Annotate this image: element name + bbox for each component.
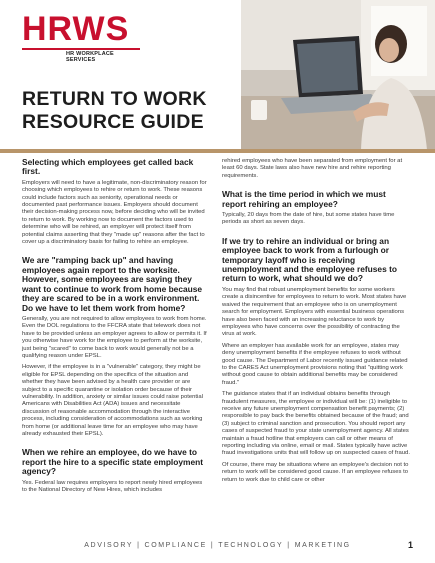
person-laptop-image: [241, 0, 435, 150]
right-column: [222, 158, 412, 488]
paragraph: Yes. Federal law requires employers to report newly hired employees to the National Directory of New Hires, which includes: [22, 479, 203, 494]
section-heading: We are "ramping back up" and having employees again report to the worksite. However, some employees are saying they want to continue to work from home because they are scared to be in a work environment. Do we have to let them work from home?: [22, 255, 203, 313]
left-column: [22, 158, 208, 498]
footer-item: ADVISORY: [84, 542, 134, 549]
section-heading: Selecting which employees get called back first.: [22, 157, 194, 177]
paragraph: Of course, there may be situations where an employee's decision not to return to work will be considered good cause. If an employee refuses to return to work due to child care or other: [222, 461, 409, 483]
footer-item: TECHNOLOGY: [218, 542, 284, 549]
footer-separator: |: [137, 542, 141, 549]
header-divider: [0, 149, 435, 153]
section-heading: What is the time period in which we must report rehiring an employee?: [222, 189, 386, 209]
footer-tagline: [0, 542, 435, 549]
section-heading: When we rehire an employee, do we have to report the hire to a specific state employment agency?: [22, 447, 204, 477]
paragraph: The guidance states that if an individual obtains benefits through fraudulent measures, the employee or individual will be: (1) ineligible to receive any future unemployment compensation benefit payments; (2) responsible to pay back the benefits obtained because of the fraud; and (3) subject to criminal sanction and prosecution. You should report any cases of suspected fraud to your state unemployment agency. All states maintain a fraud hotline that employers can call or other means of reporting including via online, email or mail. States typically have active fraud investigations units that will follow up on suspected cases of fraud.: [222, 391, 410, 457]
paragraph: You may find that robust unemployment benefits for some workers create a disincentive for employees to return to work. Most states have waived the requirement that an employee who is on unemployment search for employment. Employers with essential business operations have also been faced with an increasing reluctance to work by employees who have concerns over the possibility of contracting the virus at work.: [222, 286, 407, 338]
logo-wordmark: HRWS: [22, 10, 130, 48]
section-heading: If we try to rehire an individual or bring an employee back to work from a furlough or temporary layoff who is receiving unemployment and the employee refuses to return to work, what should we do?: [222, 235, 397, 284]
footer-separator: |: [210, 542, 215, 549]
paragraph: Where an employer has available work for an employee, states may deny unemployment benefits if the employee refuses to work without good cause. The Department of Labor recently issued guidance related to the CARES Act unemployment provisions noting that "quitting work without good cause to obtain additional benefits may be considered fraud.": [222, 342, 408, 386]
page-number: 1: [407, 540, 413, 550]
footer-separator: |: [287, 542, 291, 549]
logo-subtext: HR WORKPLACE SERVICES: [66, 51, 114, 63]
footer-item: MARKETING: [294, 542, 351, 549]
hrws-logo: [22, 12, 142, 63]
paragraph: rehired employees who have been separated from employment for at least 60 days. State laws also have new hire and rehire reporting requirements.: [222, 158, 403, 179]
paragraph: Generally, you are not required to allow employees to work from home. Even the DOL regulations to the FFCRA state that telework does not have to be provided unless an employer agrees to allow or permits it. If you otherwise have work for the employee to perform at the worksite, just being "scared" to come back to work would generally not be a qualifying reason under EPSL.: [22, 315, 207, 359]
logo-underline: [22, 48, 140, 50]
guide-title: [22, 88, 236, 134]
paragraph: However, if the employee is in a "vulnerable" category, they might be eligible for EPSL depending on the specifics of the situation and whether they have been advised by a health care provider or are subject to a specific quarantine or isolation order because of their vulnerability. In addition, anxiety or similar issues could raise potential Americans with Disabilities Act (ADA) issues and necessitate discussion of reasonable accommodation through the interactive process, including consideration of accommodations such as working from home (or additional leave time for an employee who may have already exhausted their EPSL).: [22, 364, 203, 437]
footer-item: COMPLIANCE: [144, 542, 207, 549]
header-photo: [241, 0, 435, 150]
title-line-2: RESOURCE GUIDE: [22, 111, 204, 133]
title-line-1: RETURN TO WORK: [22, 88, 207, 110]
paragraph: Employers will need to have a legitimate, non-discriminatory reason for choosing which employees to rehire or return to work. These reasons could include factors such as seniority, operational needs or documented past performance issues. Employers should document their decision-making process now, before deciding who will be invited to return to work. By working now to document the factors used to determine who will be rehired, an employer will protect itself from potential claims asserting that they "made up" reasons after the fact to cover up a discriminatory basis for failing to rehire an employee.: [22, 179, 207, 246]
paragraph: Typically, 20 days from the date of hire, but some states have time periods as short as seven days.: [222, 212, 395, 226]
